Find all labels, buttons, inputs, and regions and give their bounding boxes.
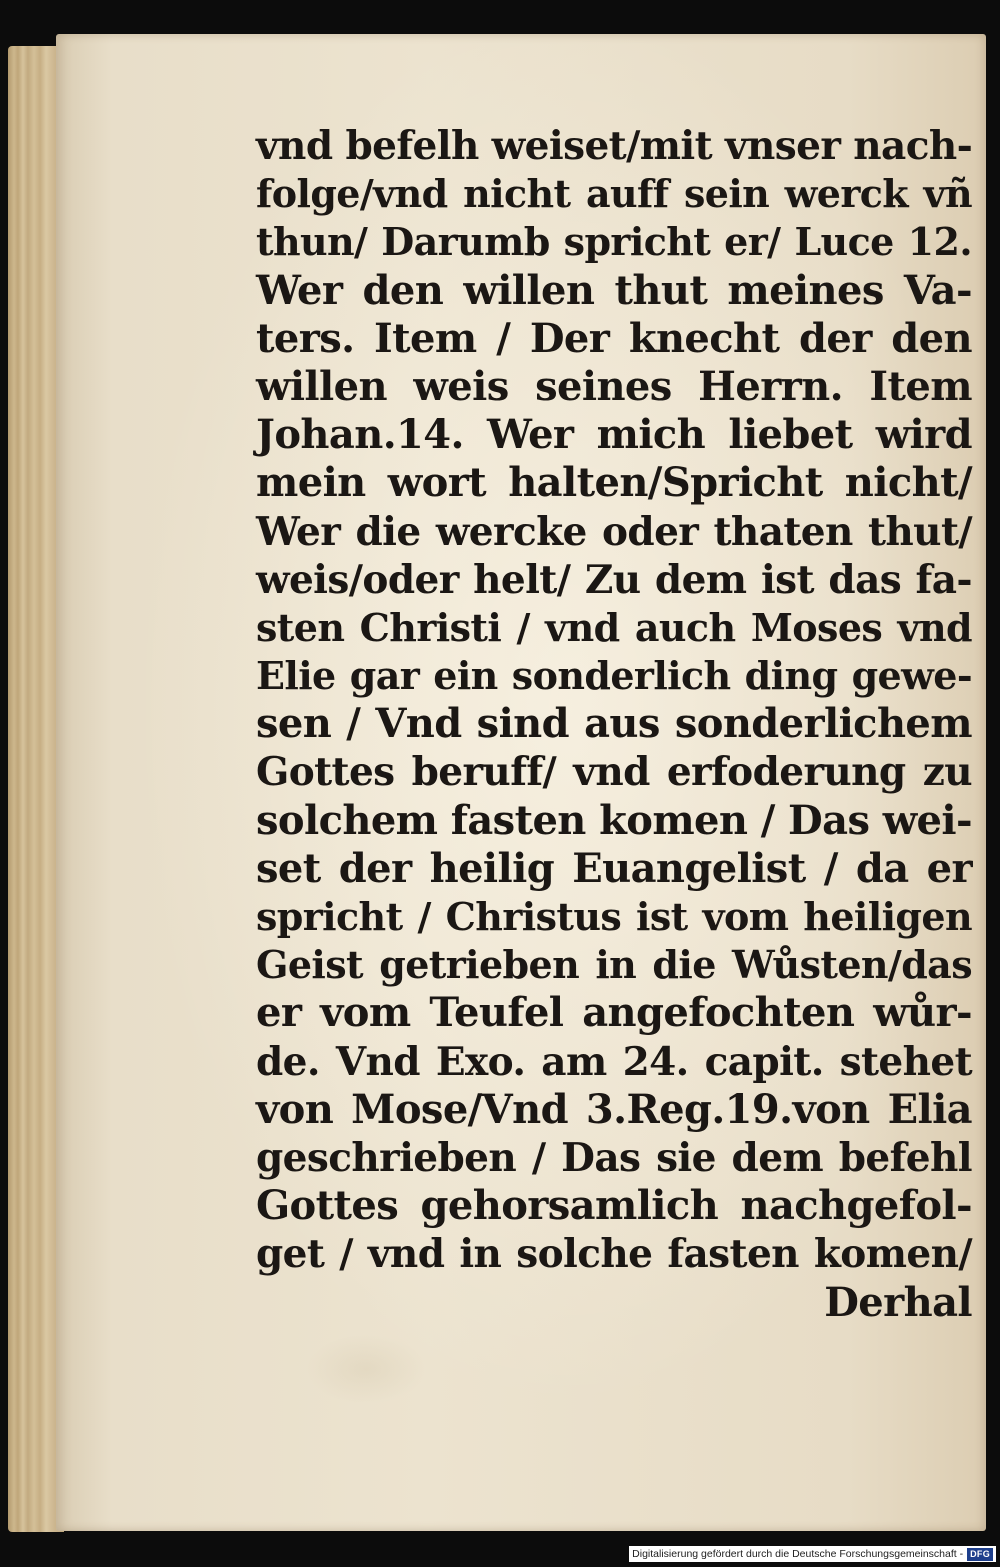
catchword: Derhal: [824, 1278, 972, 1326]
text-line: Johan.14. Wer mich liebet wird: [256, 411, 972, 459]
text-line: willen weis seines Herrn. Item: [256, 362, 972, 410]
text-line: de. Vnd Exo. am 24. capit. stehet: [256, 1038, 972, 1085]
text-line: Geist getrieben in die Wůsten/das: [256, 942, 972, 988]
text-line: sten Christi / vnd auch Moses vnd: [256, 604, 972, 650]
text-line: Elie gar ein sonderlich ding gewe-: [256, 653, 972, 699]
text-line: set der heilig Euangelist / da er: [256, 844, 972, 892]
book-page: [56, 34, 986, 1531]
text-line: solchem fasten komen / Das wei-: [256, 796, 972, 844]
text-line: von Mose/Vnd 3.Reg.19.von Elia: [256, 1085, 972, 1133]
text-line: Wer den willen thut meines Va-: [256, 266, 972, 314]
text-line: get / vnd in solche fasten komen/: [256, 1231, 972, 1278]
text-line: thun/ Darumb spricht er/ Luce 12.: [256, 219, 972, 265]
text-line: Wer die wercke oder thaten thut/: [256, 508, 972, 555]
funding-credit: [629, 1546, 996, 1562]
text-line: ters. Item / Der knecht der den: [256, 314, 972, 362]
text-line: geschrieben / Das sie dem befehl: [256, 1134, 972, 1181]
dfg-logo: DFG: [967, 1548, 993, 1561]
text-line: sen / Vnd sind aus sonderlichem: [256, 700, 972, 748]
text-line: folge/vnd nicht auff sein werck vñ: [256, 171, 972, 217]
text-line: vnd befelh weiset/mit vnser nach-: [256, 123, 973, 169]
funding-credit-text: Digitalisierung gefördert durch die Deutsche Forschungsgemeinschaft -: [632, 1548, 964, 1560]
text-line: Gottes beruff/ vnd erfoderung zu: [256, 749, 972, 796]
text-line: Gottes gehorsamlich nachgefol-: [256, 1182, 972, 1230]
page-text: [256, 122, 972, 1327]
text-line: mein wort halten/Spricht nicht/: [256, 459, 972, 507]
text-line: er vom Teufel angefochten wůr-: [256, 989, 972, 1037]
text-line: spricht / Christus ist vom heiligen: [256, 894, 972, 939]
text-line: weis/oder helt/ Zu dem ist das fa-: [256, 556, 972, 603]
